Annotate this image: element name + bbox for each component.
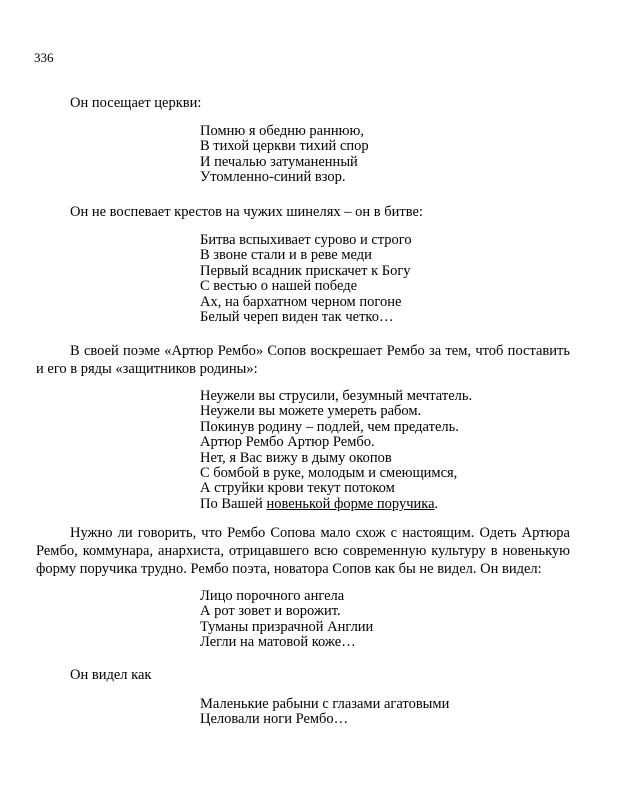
poem-4-line: Легли на матовой коже… bbox=[200, 634, 356, 651]
poem-2-line: В звоне стали и в реве меди bbox=[200, 247, 372, 264]
poem-3 bbox=[200, 389, 472, 512]
poem-3-last-prefix: По Вашей bbox=[200, 495, 267, 512]
paragraph-3: В своей поэме «Артюр Рембо» Сопов воскрешает Рембо за тем, чтоб поставить и его в ряды «защитников родины»: bbox=[36, 343, 570, 377]
poem-3-line: А струйки крови текут потоком bbox=[200, 480, 395, 497]
poem-2-line: Битва вспыхивает сурово и строго bbox=[200, 232, 412, 248]
poem-2-line: Первый всадник прискачет к Богу bbox=[200, 262, 411, 279]
poem-3-line: Неужели вы можете умереть рабом. bbox=[200, 403, 422, 420]
poem-5-line: Маленькие рабыни с глазами агатовыми bbox=[200, 696, 450, 712]
underlined-phrase: новенькой форме поручика bbox=[266, 495, 435, 512]
poem-3-line: Неужели вы струсили, безумный мечтатель. bbox=[200, 388, 473, 404]
poem-1-line: И печалью затуманенный bbox=[200, 153, 358, 170]
poem-4-line: А рот зовет и ворожит. bbox=[200, 603, 341, 620]
poem-3-line: Покинув родину – подлей, чем предатель. bbox=[200, 418, 459, 435]
paragraph-4: Нужно ли говорить, что Рембо Сопова мало схож с настоящим. Одеть Артюра Рембо, коммунара, анархиста, отрицавшего всю современную культуру в новенькую форму поручика трудно. Рембо поэта, новатора Сопов как бы не видел. Он видел: bbox=[36, 525, 570, 577]
page-number: 336 bbox=[34, 50, 54, 65]
poem-2-line: Ах, на бархатном черном погоне bbox=[200, 293, 402, 310]
poem-2-line: Белый череп виден так четко… bbox=[200, 309, 394, 326]
poem-4-line: Лицо порочного ангела bbox=[200, 588, 345, 604]
poem-2-line: С вестью о нашей победе bbox=[200, 278, 358, 295]
paragraph-5: Он видел как bbox=[70, 667, 152, 683]
poem-2 bbox=[200, 233, 412, 325]
poem-1 bbox=[200, 124, 369, 186]
poem-1-line: Помню я обедню раннюю, bbox=[200, 123, 364, 139]
poem-5-line: Целовали ноги Рембо… bbox=[200, 711, 349, 728]
poem-5 bbox=[200, 697, 449, 728]
poem-1-line: Утомленно-синий взор. bbox=[200, 169, 346, 186]
poem-4 bbox=[200, 589, 373, 651]
paragraph-2: Он не воспевает крестов на чужих шинелях – он в битве: bbox=[70, 204, 423, 220]
poem-1-line: В тихой церкви тихий спор bbox=[200, 138, 369, 155]
poem-3-line: Артюр Рембо Артюр Рембо. bbox=[200, 434, 375, 451]
paragraph-1: Он посещает церкви: bbox=[70, 95, 202, 111]
poem-3-last-suffix: . bbox=[434, 495, 439, 512]
poem-3-last-line bbox=[200, 497, 472, 512]
poem-3-line: Нет, я Вас вижу в дыму окопов bbox=[200, 449, 392, 466]
poem-3-line: С бомбой в руке, молодым и смеющимся, bbox=[200, 465, 458, 482]
poem-4-line: Туманы призрачной Англии bbox=[200, 618, 374, 635]
